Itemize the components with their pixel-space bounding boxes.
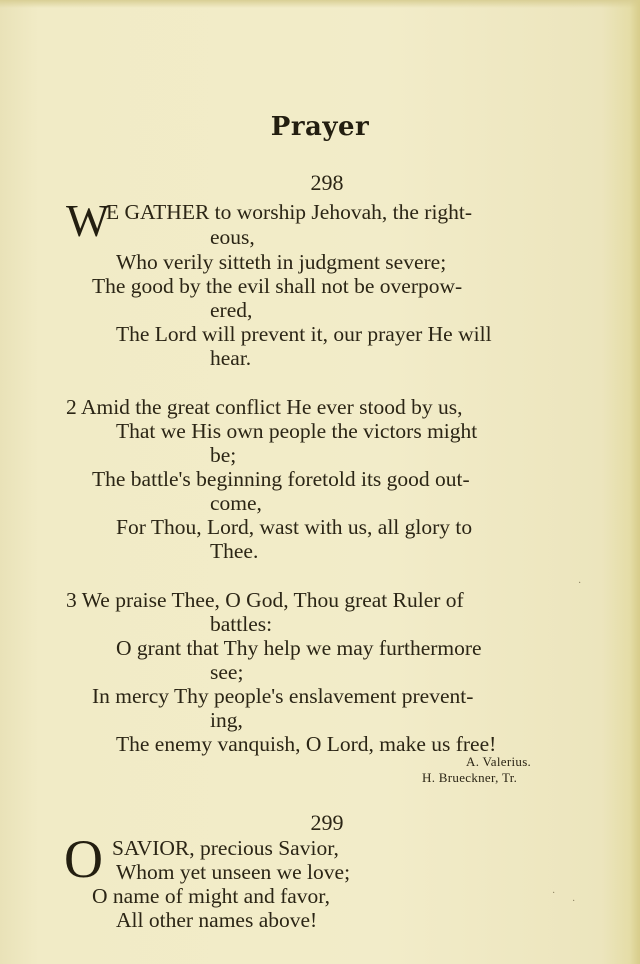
hymn-298-author: A. Valerius.	[466, 754, 532, 769]
hymn-298-stanza-3-line-1: 3 We praise Thee, O God, Thou great Ruler of	[66, 588, 464, 612]
hymn-298-stanza-2-line-1: 2 Amid the great conflict He ever stood by us,	[66, 395, 463, 419]
hymn-299-line-2: Whom yet unseen we love;	[116, 860, 351, 884]
hymn-298-stanza-1-line-2: eous,	[210, 225, 255, 249]
hymn-298-stanza-3-line-4: see;	[210, 660, 244, 684]
hymn-299-line-1: SAVIOR, precious Savior,	[112, 836, 339, 860]
hymn-298-stanza-2-line-3: be;	[210, 443, 237, 467]
hymn-298-stanza-1-line-1: E GATHER to worship Jehovah, the right-	[106, 200, 473, 224]
hymn-299-line-4: All other names above!	[116, 908, 318, 932]
hymn-298-stanza-2-line-4: The battle's beginning foretold its good out-	[92, 467, 470, 491]
paper-speck: ·	[552, 888, 556, 899]
hymn-298-stanza-2-line-5: come,	[210, 491, 262, 515]
hymn-298-stanza-3-line-5: In mercy Thy people's enslavement prevent-	[92, 684, 474, 708]
hymn-298-translator: H. Brueckner, Tr.	[422, 770, 518, 785]
page-top-edge	[0, 0, 640, 8]
hymn-number-299: 299	[310, 810, 344, 835]
hymn-299-line-3: O name of might and favor,	[92, 884, 330, 908]
hymn-298-stanza-3-line-6: ing,	[210, 708, 243, 732]
paper-speck: ·	[578, 578, 582, 589]
hymn-298-stanza-3-line-7: The enemy vanquish, O Lord, make us free!	[116, 732, 497, 756]
paper-speck: ·	[572, 896, 576, 907]
hymn-298-stanza-1-line-3: Who verily sitteth in judgment severe;	[116, 250, 447, 274]
hymn-298-stanza-2-line-6: For Thou, Lord, wast with us, all glory to	[116, 515, 473, 539]
hymn-298-stanza-1-line-4: The good by the evil shall not be overpow-	[92, 274, 463, 298]
hymn-298-stanza-3-line-3: O grant that Thy help we may furthermore	[116, 636, 482, 660]
drop-cap-299: O	[64, 829, 103, 889]
hymn-298-stanza-3-line-2: battles:	[210, 612, 273, 636]
hymn-298-stanza-2-line-2: That we His own people the victors might	[116, 419, 478, 443]
drop-cap-298: W	[66, 195, 110, 246]
hymn-298-stanza-2-line-7: Thee.	[210, 539, 259, 563]
hymn-298-stanza-1-line-5: ered,	[210, 298, 253, 322]
section-title: Prayer	[270, 112, 370, 142]
hymn-298-stanza-1-line-7: hear.	[210, 346, 252, 370]
hymn-298-stanza-1-line-6: The Lord will prevent it, our prayer He will	[116, 322, 492, 346]
hymn-number-298: 298	[310, 170, 344, 195]
